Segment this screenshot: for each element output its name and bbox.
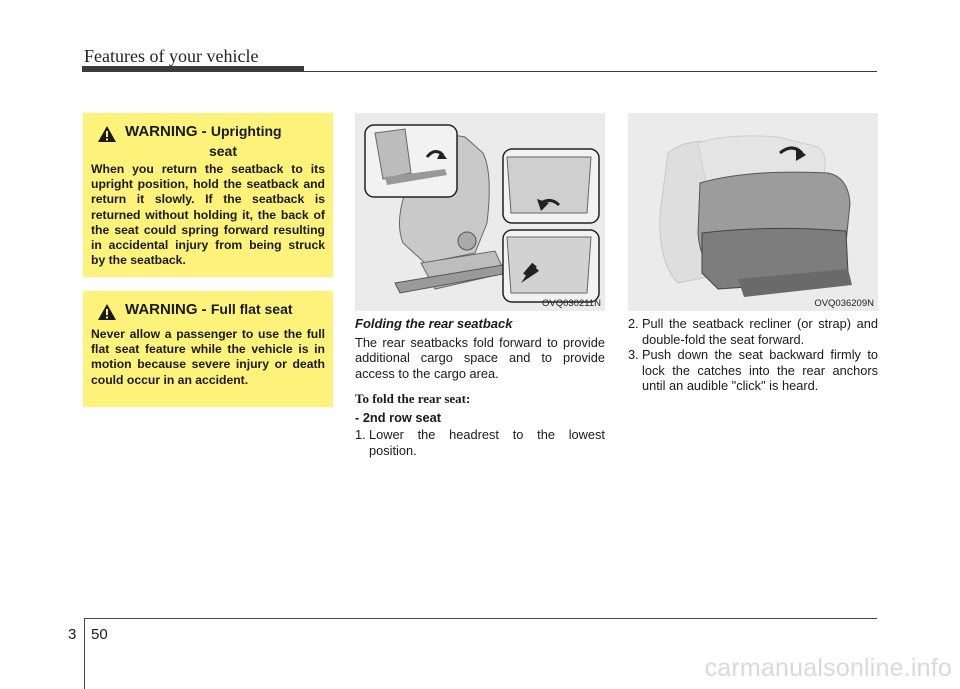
chapter-number: 3: [68, 626, 77, 643]
warning-triangle-icon: [97, 303, 117, 321]
warning-title: WARNING - Uprighting: [125, 123, 282, 140]
header-rule-thick: [82, 66, 304, 72]
warning-box-upright-seat: [83, 113, 333, 277]
page-header-title: Features of your vehicle: [84, 46, 259, 66]
watermark: carmanualsonline.info: [704, 654, 952, 682]
warning-body: Never allow a passenger to use the full flat seat feature while the vehicle is in motion because severe injury or death could occur in an accident.: [91, 327, 325, 387]
step-item: 2. Pull the seatback recliner (or strap) and double-fold the seat forward.: [628, 316, 878, 347]
row-label: - 2nd row seat: [355, 409, 442, 425]
figure-rear-seat-fold: [355, 113, 605, 311]
intro-paragraph: The rear seatbacks fold forward to provide additional cargo space and to provide access to the cargo area.: [355, 334, 605, 381]
page-number: 50: [91, 626, 108, 643]
warning-triangle-icon: [97, 125, 117, 143]
figure-code: OVQ036209N: [814, 298, 874, 309]
subheading: To fold the rear seat:: [355, 391, 471, 406]
section-title: Folding the rear seatback: [355, 316, 513, 331]
footer-rule-vertical: [84, 618, 85, 689]
figure-double-fold: [628, 113, 878, 311]
rear-seat-fold-illustration: [355, 113, 605, 311]
double-folded-seat-illustration: [628, 113, 878, 311]
footer-rule-horizontal: [84, 618, 877, 619]
step-item: 1. Lower the headrest to the lowest position.: [355, 427, 605, 458]
warning-title: WARNING - Full flat seat: [125, 301, 293, 318]
warning-body: When you return the seatback to its upright position, hold the seatback and return it slowly. If the seatback is returned without holding it, the back of the seat could spring forward resulting in accidental injury from being struck by the seatback.: [91, 162, 325, 268]
instructions-column-left: [355, 316, 605, 458]
header-rule-thin: [302, 71, 877, 72]
step-item: 3. Push down the seat backward firmly to lock the catches into the rear anchors until an audible "click" is heard.: [628, 347, 878, 393]
warning-box-full-flat-seat: [83, 291, 333, 407]
instructions-column-right: [628, 316, 878, 394]
figure-code: OVQ030211N: [542, 298, 601, 309]
warning-title-line2: seat: [208, 143, 238, 159]
